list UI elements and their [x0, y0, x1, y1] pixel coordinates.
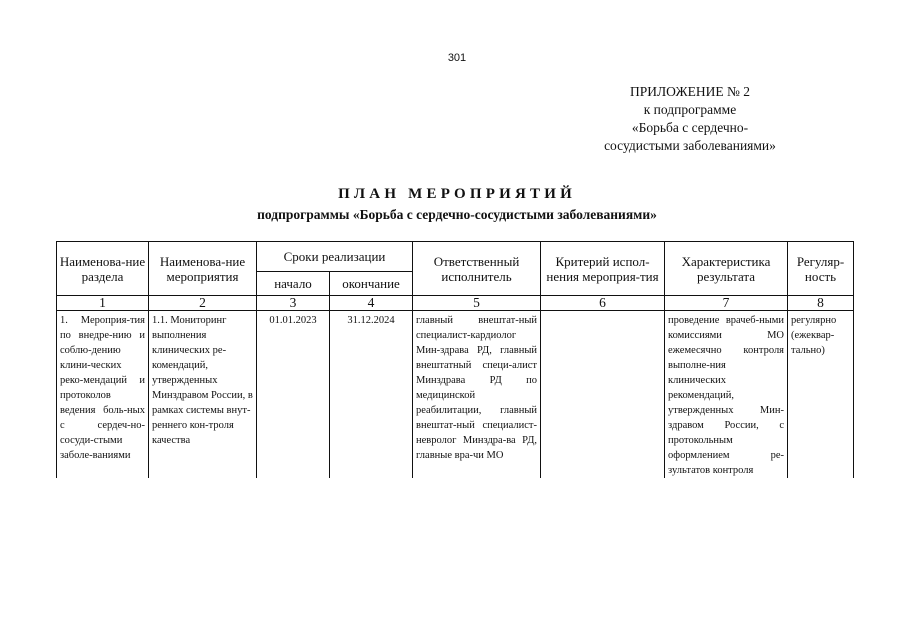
header-start: начало — [257, 272, 330, 296]
cell-activity: 1.1. Мониторинг выполнения клинических ре-комендаций, утвержденных Минздравом России, в рамках системы внут-реннего кон-троля качества — [149, 311, 257, 479]
cell-result: проведение врачеб-ными комиссиями МО ежемесячно контроля выполне-ния клинических рекомендаций, утвержденных Мин-здравом России, с протокольным оформлением ре-зультатов контроля — [665, 311, 788, 479]
header-section-name: Наименова-ние раздела — [57, 242, 149, 296]
cell-executor: главный внештат-ный специалист-кардиолог Мин-здрава РД, главный внештатный специ-алист Минздрава РД по медицинской реабилитации, главный внештат-ный специалист-невролог Минздра-ва РД, главные вра-чи МО — [413, 311, 541, 479]
cell-start-date: 01.01.2023 — [257, 311, 330, 479]
header-end: окончание — [330, 272, 413, 296]
header-regularity: Регуляр-ность — [788, 242, 854, 296]
column-number: 3 — [257, 296, 330, 311]
page-number: 301 — [447, 52, 467, 64]
cell-section: 1. Мероприя-тия по внедре-нию и соблю-дению клини-ческих реко-мендаций и протоколов ведения боль-ных с сердеч-но-сосуди-стыми заболе-ваниями — [57, 311, 149, 479]
appendix-line: «Борьба с сердечно- — [631, 120, 749, 135]
column-number: 8 — [788, 296, 854, 311]
plan-table — [56, 241, 854, 478]
plan-subtitle: подпрограммы «Борьба с сердечно-сосудистыми заболеваниями» — [257, 207, 657, 222]
plan-title: ПЛАН МЕРОПРИЯТИЙ — [338, 186, 576, 202]
column-number: 2 — [149, 296, 257, 311]
header-criterion: Критерий испол-нения мероприя-тия — [541, 242, 665, 296]
appendix-line: сосудистыми заболеваниями» — [604, 138, 776, 153]
header-period: Сроки реализации — [257, 242, 413, 272]
header-executor: Ответственный исполнитель — [413, 242, 541, 296]
cell-regularity: регулярно (ежеквар-тально) — [788, 311, 854, 479]
column-number: 5 — [413, 296, 541, 311]
appendix-line: ПРИЛОЖЕНИЕ № 2 — [629, 84, 751, 99]
cell-end-date: 31.12.2024 — [330, 311, 413, 479]
header-result: Характеристика результата — [665, 242, 788, 296]
column-number: 4 — [330, 296, 413, 311]
table-row — [57, 311, 854, 479]
column-number-row — [57, 296, 854, 311]
appendix-header — [560, 83, 820, 155]
table-header-row — [57, 242, 854, 272]
cell-criterion — [541, 311, 665, 479]
appendix-line: к подпрограмме — [643, 102, 737, 117]
column-number: 6 — [541, 296, 665, 311]
header-activity-name: Наименова-ние мероприятия — [149, 242, 257, 296]
column-number: 7 — [665, 296, 788, 311]
column-number: 1 — [57, 296, 149, 311]
